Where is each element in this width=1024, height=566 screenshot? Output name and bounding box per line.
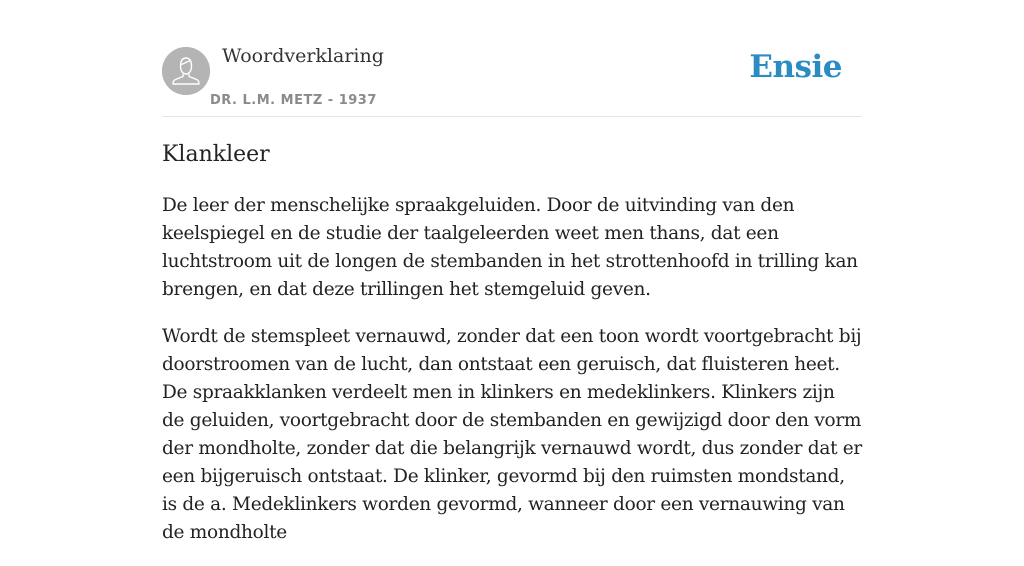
source-year: 1937 — [338, 93, 377, 108]
entry-paragraph: De leer der menschelijke spraakgeluiden. Door de uitvinding van den keelspiegel en de studie der taalgeleerden weet men thans, dat een luchtstroom uit de longen de stembanden in het strottenhoofd in trilling kan brengen, en dat deze trillingen het stemgeluid geven. — [162, 195, 858, 300]
entry-content — [162, 138, 862, 566]
entry-title: Klankleer — [162, 142, 270, 167]
source-separator: - — [327, 93, 334, 108]
ensie-logo[interactable]: Ensie — [749, 49, 842, 85]
source-author[interactable]: DR. L.M. METZ — [210, 93, 323, 108]
source-title[interactable]: Woordverklaring — [222, 45, 384, 67]
source-header — [162, 40, 862, 117]
user-silhouette-icon[interactable] — [162, 47, 210, 95]
source-meta — [210, 93, 377, 108]
entry-paragraph: Wordt de stemspleet vernauwd, zonder dat een toon wordt voortgebracht bij doorstroomen van de lucht, dan ontstaat een geruisch, dat fluisteren heet. De spraakklanken verdeelt men in klinkers en medeklinkers. Klinkers zijn de geluiden, voortgebracht door de stembanden en gewijzigd door den vorm der mondholte, zonder dat die belangrijk vernauwd wordt, dus zonder dat er een bijgeruisch ontstaat. De klinker, gevormd bij den ruimsten mondstand, is de a. Medeklinkers worden gevormd, wanneer door een vernauwing van de mondholte — [162, 326, 862, 543]
